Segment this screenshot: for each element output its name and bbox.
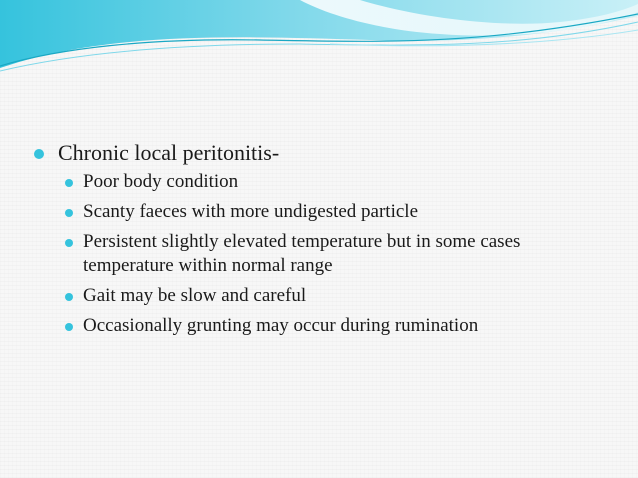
bullet-icon	[34, 149, 44, 159]
list-item: Occasionally grunting may occur during rumination	[34, 314, 614, 338]
bullet-icon	[65, 239, 73, 247]
main-heading: Chronic local peritonitis-	[58, 140, 280, 165]
bullet-icon	[65, 293, 73, 301]
sub-bullet-list	[34, 170, 614, 338]
list-item: Scanty faeces with more undigested particle	[34, 200, 614, 224]
list-item: Persistent slightly elevated temperature but in some cases temperature within normal range	[34, 230, 614, 278]
bullet-icon	[65, 323, 73, 331]
header-wave-decoration	[0, 0, 638, 80]
slide-content	[34, 138, 614, 344]
main-bullet-item	[34, 138, 614, 168]
list-item: Gait may be slow and careful	[34, 284, 614, 308]
bullet-icon	[65, 209, 73, 217]
bullet-icon	[65, 179, 73, 187]
list-item: Poor body condition	[34, 170, 614, 194]
